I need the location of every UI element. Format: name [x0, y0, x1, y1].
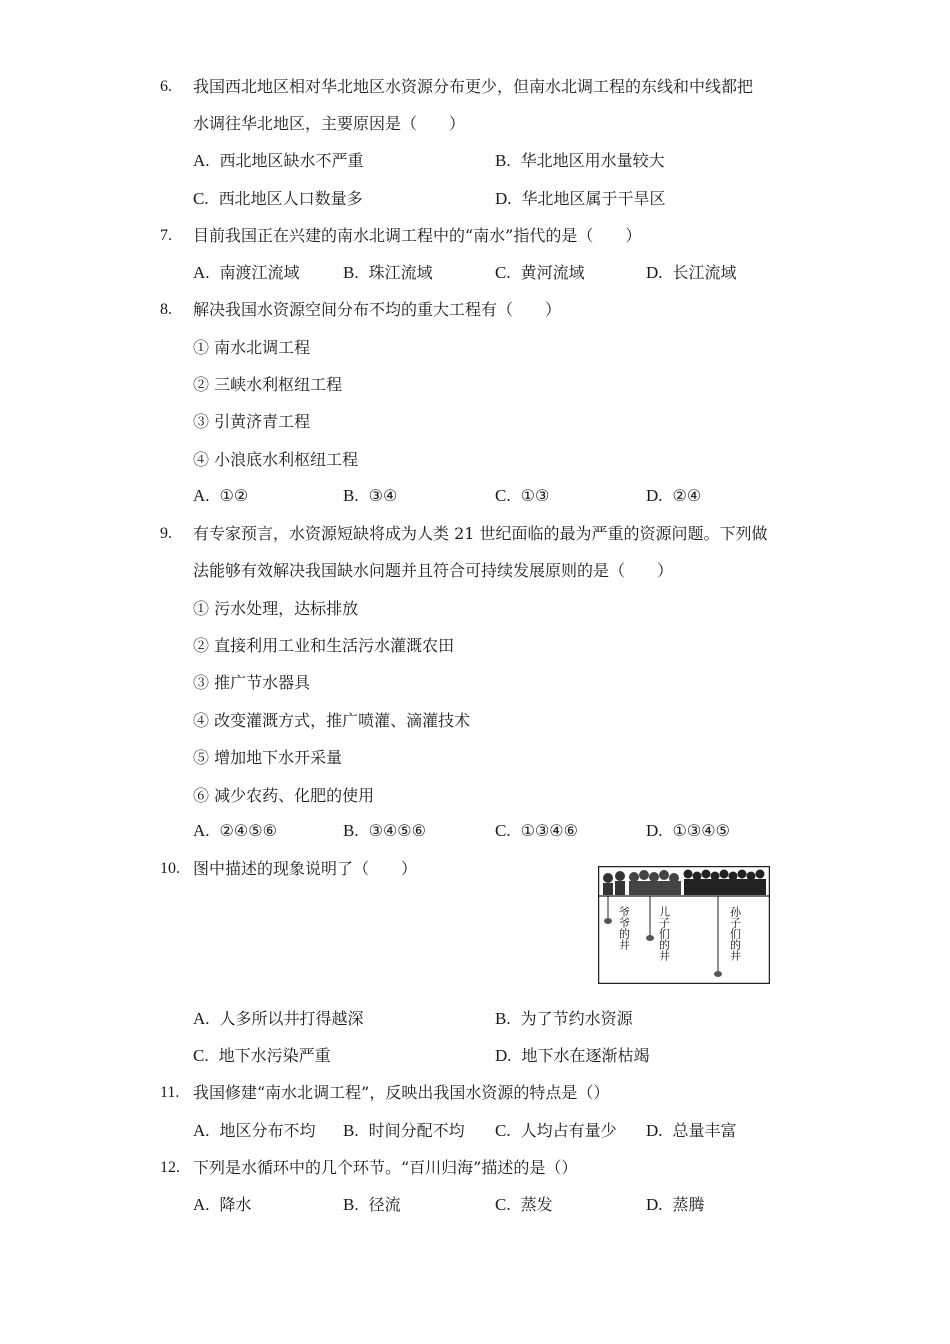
well-label-sons: 儿子们的井 — [657, 906, 671, 961]
option-text: ②④ — [672, 486, 702, 505]
option-c — [495, 1195, 553, 1215]
option-text: ①③④⑥ — [520, 821, 578, 840]
option-text: ①② — [219, 486, 249, 505]
option-text: 华北地区用水量较大 — [520, 151, 665, 170]
option-letter: C. — [495, 1195, 511, 1214]
question-stem: 水调往华北地区，主要原因是（ ） — [193, 114, 466, 133]
list-item: ② 直接利用工业和生活污水灌溉农田 — [193, 636, 455, 655]
option-d — [646, 1121, 737, 1141]
option-letter: C. — [495, 486, 511, 505]
option-text: 珠江流域 — [368, 263, 433, 282]
option-text: 西北地区缺水不严重 — [219, 151, 364, 170]
option-b — [495, 1009, 633, 1029]
question-number: 12. — [160, 1159, 180, 1176]
option-d — [495, 1046, 650, 1066]
question-stem: 解决我国水资源空间分布不均的重大工程有（ ） — [193, 300, 562, 319]
option-text: ③④⑤⑥ — [368, 821, 426, 840]
option-c — [495, 821, 578, 841]
question-number: 7. — [160, 227, 172, 244]
option-d — [646, 1195, 705, 1215]
well-label-grandpa: 爷爷的井 — [617, 906, 631, 950]
option-c — [193, 1046, 331, 1066]
option-letter: C. — [495, 821, 511, 840]
question-stem: 法能够有效解决我国缺水问题并且符合可持续发展原则的是（ ） — [193, 561, 674, 580]
option-a — [193, 1121, 316, 1141]
option-a — [193, 486, 248, 506]
option-letter: A. — [193, 263, 210, 282]
option-letter: A. — [193, 486, 210, 505]
option-text: 降水 — [219, 1195, 252, 1214]
option-letter: B. — [495, 1009, 511, 1028]
list-item: ② 三峡水利枢纽工程 — [193, 375, 343, 394]
option-b — [343, 1121, 465, 1141]
option-letter: D. — [646, 1121, 663, 1140]
option-c — [193, 189, 363, 209]
option-letter: D. — [495, 189, 512, 208]
option-text: 地下水在逐渐枯竭 — [521, 1046, 650, 1065]
option-letter: C. — [193, 189, 209, 208]
option-text: 地下水污染严重 — [218, 1046, 331, 1065]
list-item: ① 污水处理，达标排放 — [193, 599, 359, 618]
option-letter: D. — [646, 821, 663, 840]
option-letter: D. — [646, 486, 663, 505]
well-label-grandsons: 孙子们的井 — [728, 906, 742, 961]
option-letter: A. — [193, 151, 210, 170]
option-text: 黄河流域 — [520, 263, 585, 282]
question-stem: 我国西北地区相对华北地区水资源分布更少，但南水北调工程的东线和中线都把 — [193, 77, 754, 96]
option-d — [495, 189, 666, 209]
option-text: 总量丰富 — [672, 1121, 737, 1140]
list-item: ③ 引黄济青工程 — [193, 412, 311, 431]
option-a — [193, 263, 300, 283]
option-letter: D. — [646, 1195, 663, 1214]
option-letter: B. — [343, 1121, 359, 1140]
option-letter: A. — [193, 1009, 210, 1028]
option-b — [343, 486, 397, 506]
option-text: 南渡江流域 — [219, 263, 300, 282]
list-item: ⑥ 减少农药、化肥的使用 — [193, 786, 375, 805]
option-text: ①③ — [520, 486, 550, 505]
option-text: 地区分布不均 — [219, 1121, 316, 1140]
option-text: 人均占有量少 — [520, 1121, 617, 1140]
option-text: ②④⑤⑥ — [219, 821, 277, 840]
question-number: 8. — [160, 301, 172, 318]
option-letter: A. — [193, 1195, 210, 1214]
option-text: 径流 — [368, 1195, 401, 1214]
option-b — [495, 151, 665, 171]
option-c — [495, 1121, 617, 1141]
option-letter: B. — [495, 151, 511, 170]
list-item: ③ 推广节水器具 — [193, 673, 311, 692]
question-number: 10. — [160, 860, 180, 877]
option-text: 为了节约水资源 — [520, 1009, 633, 1028]
option-d — [646, 263, 737, 283]
question-stem: 目前我国正在兴建的南水北调工程中的“南水”指代的是（ ） — [193, 226, 642, 245]
option-text: 蒸腾 — [672, 1195, 705, 1214]
option-a — [193, 1195, 252, 1215]
list-item: ⑤ 增加地下水开采量 — [193, 748, 343, 767]
option-letter: C. — [193, 1046, 209, 1065]
question-number: 6. — [160, 78, 172, 95]
question-stem: 下列是水循环中的几个环节。“百川归海”描述的是（） — [193, 1158, 578, 1177]
option-a — [193, 151, 364, 171]
wells-cartoon — [598, 866, 770, 984]
option-b — [343, 821, 426, 841]
option-letter: A. — [193, 821, 210, 840]
option-letter: A. — [193, 1121, 210, 1140]
question-stem: 我国修建“南水北调工程”，反映出我国水资源的特点是（） — [193, 1083, 610, 1102]
option-text: 蒸发 — [520, 1195, 553, 1214]
option-letter: B. — [343, 263, 359, 282]
question-stem: 有专家预言，水资源短缺将成为人类 21 世纪面临的最为严重的资源问题。下列做 — [193, 524, 768, 543]
question-number: 11. — [160, 1084, 180, 1101]
option-text: 时间分配不均 — [368, 1121, 465, 1140]
option-c — [495, 263, 585, 283]
option-text: 长江流域 — [672, 263, 737, 282]
option-letter: D. — [495, 1046, 512, 1065]
list-item: ① 南水北调工程 — [193, 338, 311, 357]
list-item: ④ 改变灌溉方式，推广喷灌、滴灌技术 — [193, 711, 471, 730]
option-text: ①③④⑤ — [672, 821, 730, 840]
option-text: 人多所以井打得越深 — [219, 1009, 364, 1028]
option-c — [495, 486, 549, 506]
option-letter: C. — [495, 1121, 511, 1140]
option-letter: B. — [343, 486, 359, 505]
option-text: 华北地区属于干旱区 — [521, 189, 666, 208]
option-letter: B. — [343, 1195, 359, 1214]
option-a — [193, 821, 277, 841]
option-text: 西北地区人口数量多 — [218, 189, 363, 208]
option-letter: B. — [343, 821, 359, 840]
option-letter: D. — [646, 263, 663, 282]
option-a — [193, 1009, 364, 1029]
option-d — [646, 486, 701, 506]
option-d — [646, 821, 730, 841]
option-letter: C. — [495, 263, 511, 282]
option-b — [343, 263, 433, 283]
list-item: ④ 小浪底水利枢纽工程 — [193, 450, 359, 469]
option-b — [343, 1195, 401, 1215]
question-number: 9. — [160, 525, 172, 542]
question-stem: 图中描述的现象说明了（ ） — [193, 859, 418, 878]
option-text: ③④ — [368, 486, 398, 505]
